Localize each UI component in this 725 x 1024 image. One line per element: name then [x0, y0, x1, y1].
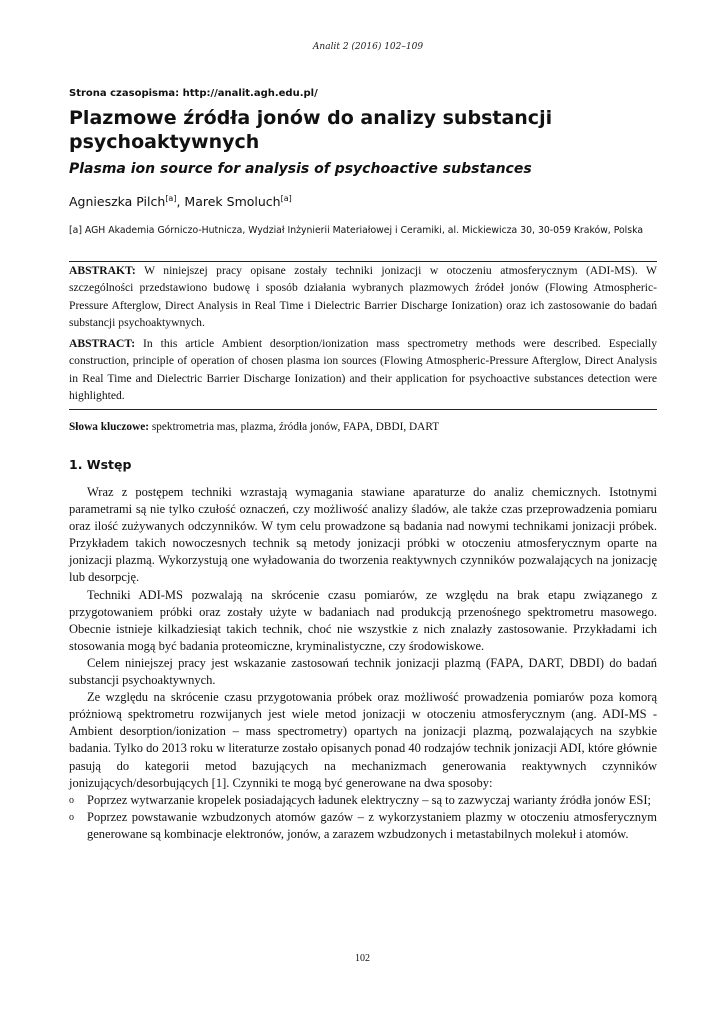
- list-item-text: Poprzez powstawanie wzbudzonych atomów gazów – z wykorzystaniem plazmy w otoczeniu atmosferycznym generowane są kombinacje elektronów, jonów, a zarazem wzbudzonych i metastabilnych molekuł i atomów.: [87, 809, 657, 841]
- keywords-text: spektrometria mas, plazma, źródła jonów, FAPA, DBDI, DART: [149, 421, 440, 433]
- abstract-polish: [69, 262, 657, 331]
- author-name: Marek Smoluch: [184, 194, 281, 210]
- paragraph: Ze względu na skrócenie czasu przygotowania próbek oraz możliwość prowadzenia pomiarów poza komorą próżniową spektrometru rozwijanych jest wiele metod jonizacji w otoczeniu atmosferycznym (ang. ADI-MS - Ambient desorption/ionization – mass spectrometry) opartych na jonizacji plazmą, pozwalających na szybkie badania. Tylko do 2013 roku w literaturze zostało opisanych ponad 40 rodzajów technik jonizacji ADI, które głównie pasują do kategorii metod bazujących na mechanizmach generowania reaktywnych czynników jonizujących/desorbujących [1]. Czynniki te mogą być generowane na dwa sposoby:: [69, 690, 657, 790]
- list-item: [69, 809, 657, 843]
- author-separator: ,: [176, 194, 185, 210]
- paragraph: Wraz z postępem techniki wzrastają wymagania stawiane aparaturze do analiz chemicznych. Istotnymi parametrami są nie tylko czułość oznaczeń, czy możliwość analizy śladów, ale także czas przeprowadzenia pomiaru oraz ilość zużywanych odczynników. W tym celu prowadzone są badania nad nowymi technikami jonizacji próbek. Przykładem takich nowoczesnych technik są metody jonizacji próbki w otoczeniu atmosferycznym oparte na jonizacji plazmą. Wykorzystują one wyładowania do tworzenia reaktywnych czynników pozwalających na jonizację lub desorpcję.: [69, 485, 657, 585]
- divider-bottom: [69, 409, 657, 410]
- list-item-text: Poprzez wytwarzanie kropelek posiadających ładunek elektryczny – są to zazwyczaj warianty źródła jonów ESI;: [87, 792, 652, 807]
- affiliation: [a] AGH Akademia Górniczo-Hutnicza, Wydział Inżynierii Materiałowej i Ceramiki, al. Mickiewicza 30, 30-059 Kraków, Polska: [69, 225, 644, 236]
- abstract-english: [69, 335, 657, 404]
- title-polish: Plazmowe źródła jonów do analizy substancji psychoaktywnych: [69, 107, 553, 153]
- list-item: [69, 792, 657, 809]
- abstract-english-text: In this article Ambient desorption/ionization mass spectrometry methods were described. Especially construction, principle of operation of chosen plasma ion sources (Flowing Atmospheric-Pressure Afterglow, Direct Analysis in Real Time and Dielectric Barrier Discharge Ionization) and their application for psychoactive substances detection were highlighted.: [69, 337, 657, 402]
- bullet-marker: o: [69, 794, 74, 806]
- bullet-marker: o: [69, 811, 74, 823]
- journal-reference: Analit 2 (2016) 102–109: [312, 42, 424, 52]
- paragraph: Celem niniejszej pracy jest wskazanie zastosowań technik jonizacji plazmą (FAPA, DART, DBDI) do badań substancji psychoaktywnych.: [69, 655, 657, 688]
- paragraph: Techniki ADI-MS pozwalają na skrócenie czasu pomiarów, ze względu na brak etapu związanego z przygotowaniem próbki oraz zostały użyte w badaniach nad produkcją przenośnego spektrometru masowego. Obecnie istnieje kilkadziesiąt takich technik, choć nie wszystkie z nich znalazły zastosowanie. Przykładami ich stosowania mogą być badania proteomiczne, kryminalistyczne, czy środowiskowe.: [69, 587, 657, 653]
- author-name: Agnieszka Pilch: [69, 194, 166, 210]
- journal-website: Strona czasopisma: http://analit.agh.edu.pl/: [69, 88, 318, 99]
- section-body: [69, 484, 657, 843]
- bullet-list: [69, 792, 657, 843]
- keywords-label: Słowa kluczowe:: [69, 421, 150, 433]
- abstract-polish-text: W niniejszej pracy opisane zostały techniki jonizacji w otoczeniu atmosferycznym (ADI-MS). W szczególności przedstawiono budowę i sposób działania wybranych plazmowych źródeł jonów (Flowing Atmospheric-Pressure Afterglow, Direct Analysis in Real Time i Dielectric Barrier Discharge Ionization) oraz ich zastosowanie do badań substancji psychoaktywnych.: [69, 264, 657, 329]
- author-affiliation-mark: [a]: [165, 194, 177, 203]
- keywords: [69, 421, 657, 433]
- author-affiliation-mark: [a]: [280, 194, 292, 203]
- abstract-polish-label: ABSTRAKT:: [69, 264, 136, 277]
- author-list: [69, 194, 292, 209]
- section-heading: 1. Wstęp: [69, 457, 132, 472]
- abstract-english-label: ABSTRACT:: [69, 337, 136, 350]
- title-english: Plasma ion source for analysis of psychoactive substances: [69, 161, 532, 177]
- page-number: 102: [355, 953, 370, 964]
